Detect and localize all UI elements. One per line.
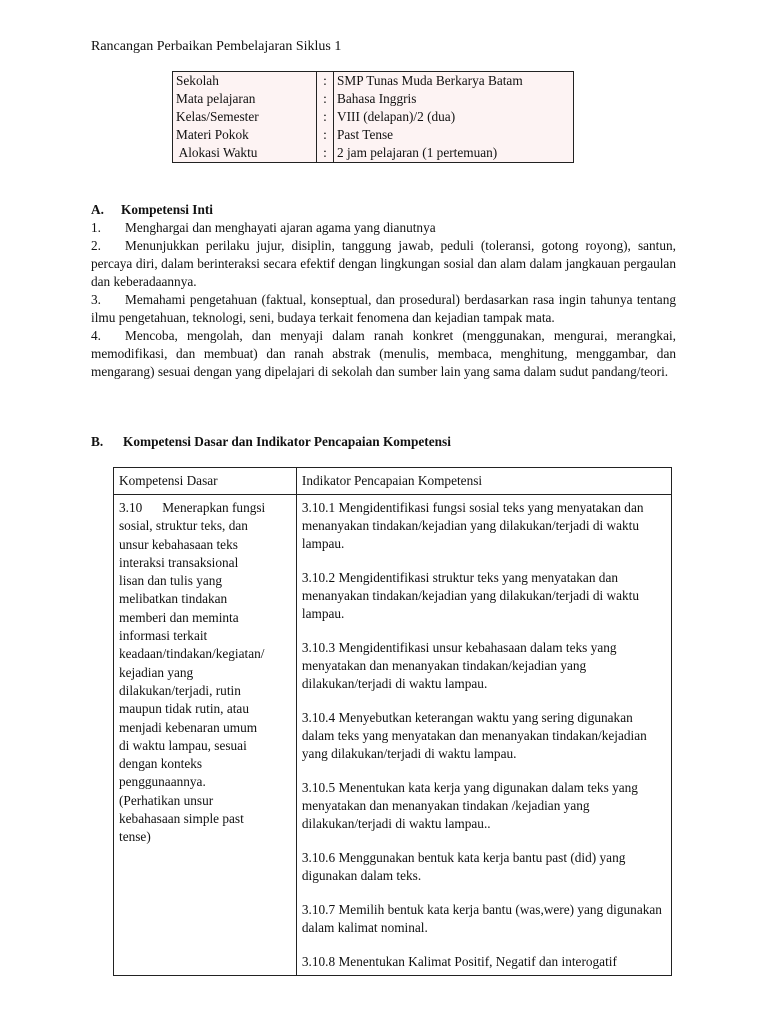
info-colon: : bbox=[317, 90, 334, 108]
section-heading-kd bbox=[91, 433, 451, 451]
column-header: Kompetensi Dasar bbox=[114, 468, 297, 495]
info-value: Bahasa Inggris bbox=[334, 90, 574, 108]
section-heading-text: Kompetensi Dasar dan Indikator Pencapaian Kompetensi bbox=[123, 434, 451, 449]
kd-line: maupun tidak rutin, atau bbox=[119, 701, 249, 717]
indicator-item: 3.10.2 Mengidentifikasi struktur teks yang menyatakan dan menanyakan tindakan/kejadian yang dilakukan/terjadi di waktu lampau. bbox=[301, 570, 640, 621]
item-number: 2. bbox=[91, 238, 101, 253]
indicator-item: 3.10.7 Memilih bentuk kata kerja bantu (was,were) yang digunakan dalam kalimat nominal. bbox=[301, 902, 662, 935]
info-colon: : bbox=[317, 126, 334, 144]
kd-line: unsur kebahasaan teks bbox=[119, 536, 238, 552]
indicator-item: 3.10.6 Menggunakan bentuk kata kerja bantu past (did) yang digunakan dalam teks. bbox=[301, 850, 626, 883]
kd-line: memberi dan meminta bbox=[119, 609, 239, 625]
item-text: Mencoba, mengolah, dan menyaji dalam ranah konkret (menggunakan, mengurai, merangkai, memodifikasi, dan membuat) dan ranah abstrak (menulis, membaca, menghitung, menggambar, dan mengarang) sesuai dengan yang dipelajari di sekolah dan sumber lain yang sama dalam sudut pandang/teori. bbox=[91, 328, 676, 379]
info-row bbox=[173, 108, 574, 126]
indicator-item: 3.10.5 Menentukan kata kerja yang digunakan dalam teks yang menyatakan dan menanyakan tindakan /kejadian yang dilakukan/terjadi di waktu lampau.. bbox=[301, 780, 638, 831]
table-row bbox=[114, 495, 672, 976]
table-header-row bbox=[114, 468, 672, 495]
info-table bbox=[172, 71, 574, 163]
kd-line: informasi terkait bbox=[119, 628, 208, 644]
section-letter: A. bbox=[91, 202, 104, 217]
kd-line: dengan konteks bbox=[119, 756, 203, 772]
kd-line: keadaan/tindakan/kegiatan/ bbox=[119, 646, 265, 662]
kd-line: lisan dan tulis yang bbox=[119, 573, 223, 589]
info-label: Sekolah bbox=[173, 72, 317, 91]
kd-line: interaksi transaksional bbox=[119, 554, 239, 570]
info-colon: : bbox=[317, 144, 334, 163]
info-value: VIII (delapan)/2 (dua) bbox=[334, 108, 574, 126]
info-colon: : bbox=[317, 108, 334, 126]
kd-line: kejadian yang bbox=[119, 664, 194, 680]
indicator-item: 3.10.4 Menyebutkan keterangan waktu yang sering digunakan dalam teks yang menyatakan dan menanyakan tindakan/kejadian yang dilakukan/terjadi di waktu lampau. bbox=[301, 710, 647, 761]
column-header: Indikator Pencapaian Kompetensi bbox=[296, 468, 671, 495]
info-value: 2 jam pelajaran (1 pertemuan) bbox=[334, 144, 574, 163]
item-number: 1. bbox=[91, 220, 101, 235]
kd-line: kebahasaan simple past bbox=[119, 811, 244, 827]
kd-cell bbox=[114, 495, 297, 976]
section-kompetensi-inti bbox=[91, 201, 676, 381]
info-colon: : bbox=[317, 72, 334, 91]
item-number: 4. bbox=[91, 328, 101, 343]
info-value: Past Tense bbox=[334, 126, 574, 144]
kd-line: penggunaannya. bbox=[119, 774, 206, 790]
section-heading-text: Kompetensi Inti bbox=[121, 202, 213, 217]
info-row bbox=[173, 144, 574, 163]
kd-line: melibatkan tindakan bbox=[119, 591, 228, 607]
item-text: Menunjukkan perilaku jujur, disiplin, tanggung jawab, peduli (toleransi, gotong royong), santun, percaya diri, dalam berinteraksi secara efektif dengan lingkungan sosial dan alam dalam jangkauan pergaulan dan keberadaannya. bbox=[91, 238, 676, 289]
list-item bbox=[91, 219, 676, 237]
kd-line: dilakukan/terjadi, rutin bbox=[119, 682, 241, 698]
info-row bbox=[173, 126, 574, 144]
info-label: Alokasi Waktu bbox=[173, 144, 317, 163]
indicator-item: 3.10.1 Mengidentifikasi fungsi sosial teks yang menyatakan dan menanyakan tindakan/kejadian yang dilakukan/terjadi di waktu lampau. bbox=[301, 500, 644, 551]
section-letter: B. bbox=[91, 434, 104, 449]
list-item bbox=[91, 327, 676, 381]
item-text: Menghargai dan menghayati ajaran agama yang dianutnya bbox=[125, 220, 436, 235]
kd-line: 3.10 Menerapkan fungsi bbox=[119, 500, 266, 515]
indicator-cell bbox=[296, 495, 671, 976]
kd-line: menjadi kebenaran umum bbox=[119, 719, 258, 735]
info-label: Kelas/Semester bbox=[173, 108, 317, 126]
info-label: Mata pelajaran bbox=[173, 90, 317, 108]
info-row bbox=[173, 90, 574, 108]
kd-line: tense) bbox=[119, 829, 151, 845]
info-label: Materi Pokok bbox=[173, 126, 317, 144]
kd-line: sosial, struktur teks, dan bbox=[119, 518, 248, 534]
indicator-item: 3.10.3 Mengidentifikasi unsur kebahasaan dalam teks yang menyatakan dan menanyakan tindakan/kejadian yang dilakukan/terjadi di waktu lampau. bbox=[301, 640, 617, 691]
section-heading bbox=[91, 201, 676, 219]
list-item bbox=[91, 291, 676, 327]
kd-table bbox=[113, 467, 672, 976]
info-row bbox=[173, 72, 574, 91]
item-number: 3. bbox=[91, 292, 101, 307]
kd-line: (Perhatikan unsur bbox=[119, 792, 214, 808]
document-title: Rancangan Perbaikan Pembelajaran Siklus 1 bbox=[91, 39, 342, 54]
item-text: Memahami pengetahuan (faktual, konseptual, dan prosedural) berdasarkan rasa ingin tahunya tentang ilmu pengetahuan, teknologi, seni, budaya terkait fenomena dan kejadian tampak mata. bbox=[91, 292, 676, 325]
list-item bbox=[91, 237, 676, 291]
info-value: SMP Tunas Muda Berkarya Batam bbox=[334, 72, 574, 91]
kd-line: di waktu lampau, sesuai bbox=[119, 737, 247, 753]
indicator-item: 3.10.8 Menentukan Kalimat Positif, Negatif dan interogatif bbox=[301, 954, 617, 969]
